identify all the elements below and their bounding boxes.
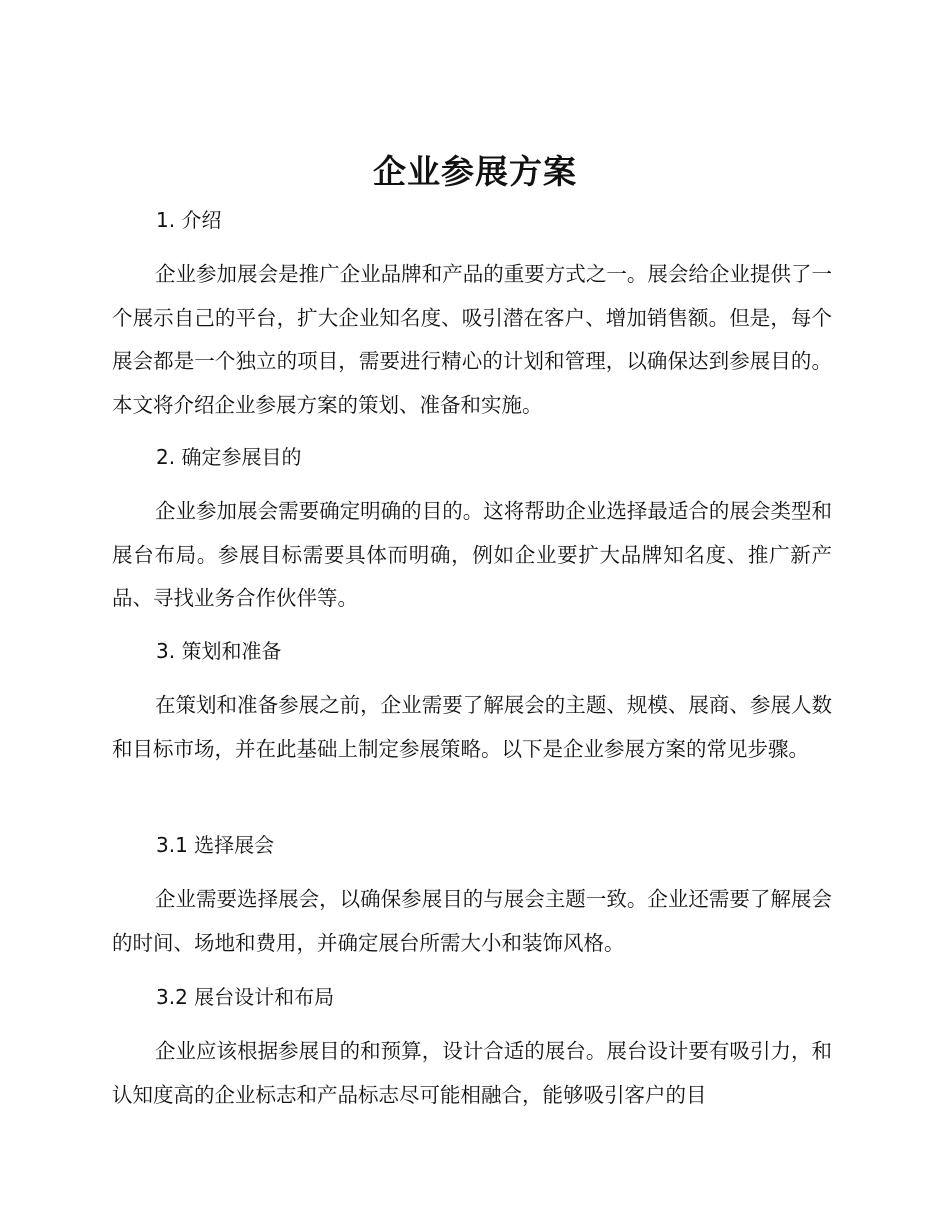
section-paragraph-introduction: 企业参加展会是推广企业品牌和产品的重要方式之一。展会给企业提供了一个展示自己的平台，扩大企业知名度、吸引潜在客户、增加销售额。但是，每个展会都是一个独立的项目，需要进行精心的计划和管理，以确保达到参展目的。本文将介绍企业参展方案的策划、准备和实施。 [112,262,832,417]
section-paragraph-booth-design: 企业应该根据参展目的和预算，设计合适的展台。展台设计要有吸引力，和认知度高的企业标志和产品标志尽可能相融合，能够吸引客户的目 [112,1039,832,1107]
section-paragraph-planning: 在策划和准备参展之前，企业需要了解展会的主题、规模、展商、参展人数和目标市场，并在此基础上制定参展策略。以下是企业参展方案的常见步骤。 [112,693,832,761]
section-heading-booth-design: 3.2 展台设计和布局 [156,985,335,1009]
section-paragraph-choose-exhibition: 企业需要选择展会，以确保参展目的与展会主题一致。企业还需要了解展会的时间、场地和费用，并确定展台所需大小和装饰风格。 [112,887,832,955]
section-heading-purpose: 2. 确定参展目的 [156,445,302,469]
section-heading-planning: 3. 策划和准备 [156,639,282,663]
section-heading-introduction: 1. 介绍 [156,208,222,232]
document-title: 企业参展方案 [373,152,577,191]
section-paragraph-purpose: 企业参加展会需要确定明确的目的。这将帮助企业选择最适合的展会类型和展台布局。参展目标需要具体而明确，例如企业要扩大品牌知名度、推广新产品、寻找业务合作伙伴等。 [112,499,832,610]
section-heading-choose-exhibition: 3.1 选择展会 [156,833,275,857]
